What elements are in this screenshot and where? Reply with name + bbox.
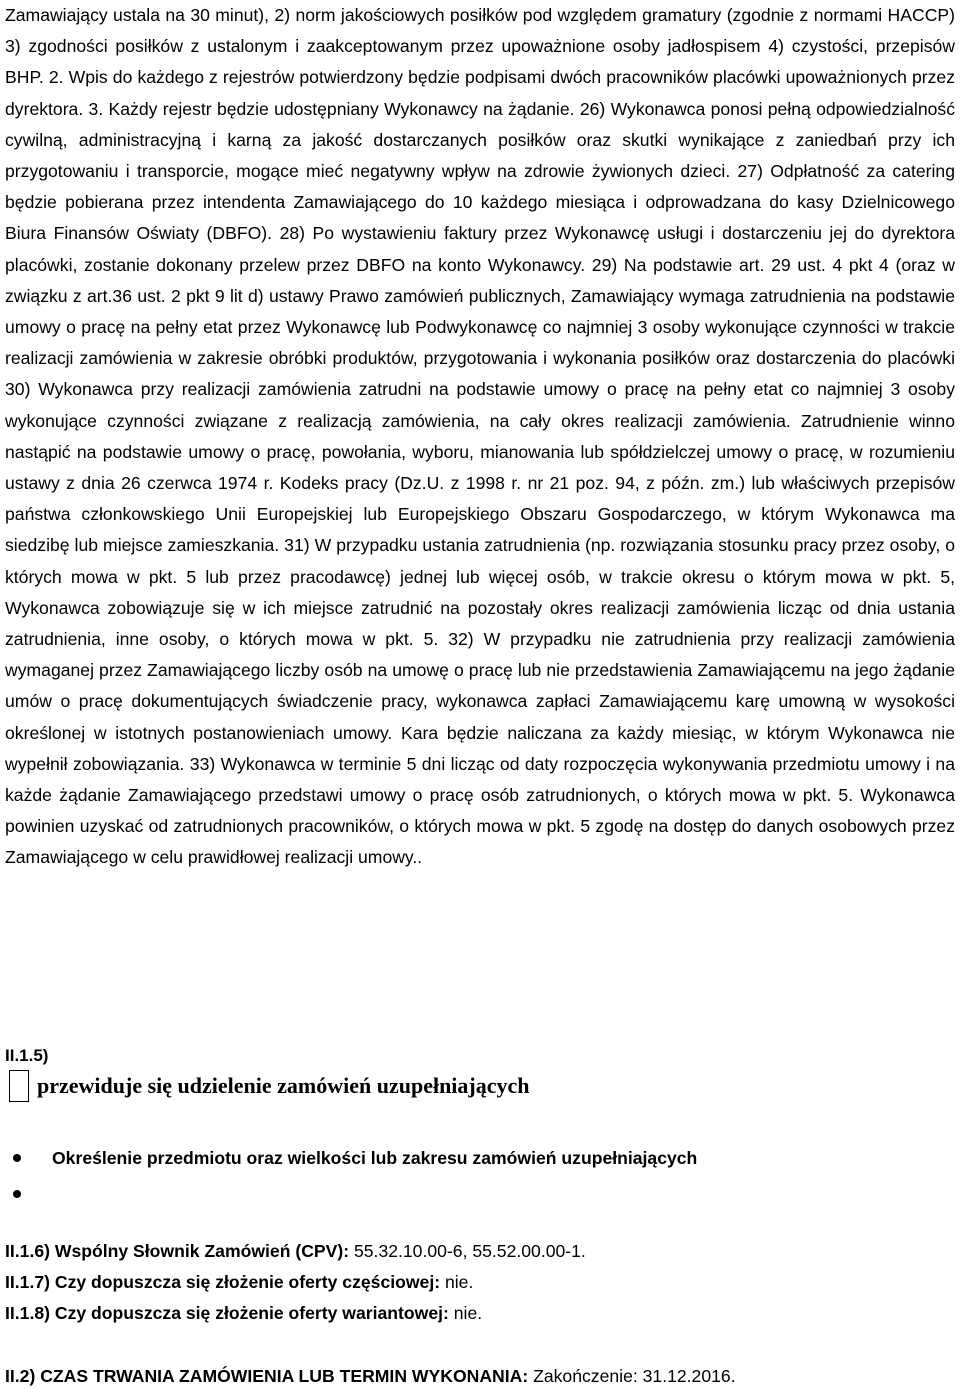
checkbox-label: przewiduje się udzielenie zamówień uzupełniających (37, 1073, 530, 1098)
duration-label: II.2) CZAS TRWANIA ZAMÓWIENIA LUB TERMIN WYKONANIA: (5, 1366, 529, 1386)
variant-offer-line (5, 1301, 482, 1325)
partial-offer-line (5, 1270, 473, 1294)
bullet-icon (13, 1190, 21, 1198)
cpv-label: II.1.6) Wspólny Słownik Zamówień (CPV): (5, 1241, 350, 1261)
duration-line (5, 1364, 736, 1388)
variant-offer-value: nie. (448, 1303, 483, 1323)
cpv-line (5, 1239, 586, 1263)
bullet-icon (13, 1154, 21, 1162)
bullet-list (0, 1140, 697, 1212)
checkbox-row (9, 1070, 530, 1102)
partial-offer-label: II.1.7) Czy dopuszcza się złożenie oferty częściowej: (5, 1272, 441, 1292)
cpv-value: 55.32.10.00-6, 55.52.00.00-1. (349, 1241, 586, 1261)
partial-offer-value: nie. (440, 1272, 474, 1292)
section-code: II.1.5) (5, 1046, 49, 1065)
body-paragraph: Zamawiający ustala na 30 minut), 2) norm jakościowych posiłków pod względem gramatury (zgodnie z normami HACCP) 3) zgodności posiłków z ustalonym i zaakceptowanym przez upoważnione osoby jadłospisem 4) czystości, przepisów BHP. 2. Wpis do każdego z rejestrów potwierdzony będzie podpisami dwóch pracowników placówki upoważnionych przez dyrektora. 3. Każdy rejestr będzie udostępniany Wykonawcy na żądanie. 26) Wykonawca ponosi pełną odpowiedzialność cywilną, administracyjną i karną za jakość dostarczanych posiłków oraz skutki wynikające z zaniedbań przy ich przygotowaniu i transporcie, mogące mieć negatywny wpływ na zdrowie żywionych dzieci. 27) Odpłatność za catering będzie pobierana przez intendenta Zamawiającego do 10 każdego miesiąca i odprowadzana do kasy Dzielnicowego Biura Finansów Oświaty (DBFO). 28) Po wystawieniu faktury przez Wykonawcę usługi i dostarczeniu jej do dyrektora placówki, zostanie dokonany przelew przez DBFO na konto Wykonawcy. 29) Na podstawie art. 29 ust. 4 pkt 4 (oraz w związku z art.36 ust. 2 pkt 9 lit d) ustawy Prawo zamówień publicznych, Zamawiający wymaga zatrudnienia na podstawie umowy o pracę na pełny etat przez Wykonawcę lub Podwykonawcę co najmniej 3 osoby wykonujące czynności w trakcie realizacji zamówienia w zakresie obróbki produktów, przygotowania i wykonania posiłków oraz dostarczenia do placówki 30) Wykonawca przy realizacji zamówienia zatrudni na podstawie umowy o pracę na pełny etat co najmniej 3 osoby wykonujące czynności związane z realizacją zamówienia, na cały okres realizacji zamówienia. Zatrudnienie winno nastąpić na podstawie umowy o pracę, powołania, wyboru, mianowania lub spółdzielczej umowy o pracę, w rozumieniu ustawy z dnia 26 czerwca 1974 r. Kodeks pracy (Dz.U. z 1998 r. nr 21 poz. 94, z późn. zm.) lub właściwych przepisów państwa członkowskiego Unii Europejskiej lub Europejskiego Obszaru Gospodarczego, w którym Wykonawca ma siedzibę lub miejsce zamieszkania. 31) W przypadku ustania zatrudnienia (np. rozwiązania stosunku pracy przez osoby, o których mowa w pkt. 5 lub przez pracodawcę) jednej lub więcej osób, w trakcie okresu o którym mowa w pkt. 5, Wykonawca zobowiązuje się w ich miejsce zatrudnić na pozostały okres realizacji zamówienia licząc od dnia ustania zatrudnienia, inne osoby, o których mowa w pkt. 5. 32) W przypadku nie zatrudnienia przy realizacji zamówienia wymaganej przez Zamawiającego liczby osób na umowę o pracę lub nie przedstawienia Zamawiającemu na jego żądanie umów o pracę dokumentujących świadczenie pracy, wykonawca zapłaci Zamawiającemu karę umowną w wysokości określonej w istotnych postanowieniach umowy. Kara będzie naliczana za każdy miesiąc, w którym Wykonawca nie wypełnił zobowiązania. 33) Wykonawca w terminie 5 dni licząc od daty rozpoczęcia wykonywania przedmiotu umowy i na każde żądanie Zamawiającego przedstawi umowy o pracę osób zatrudnionych, o których mowa w pkt. 5. Wykonawca powinien uzyskać od zatrudnionych pracowników, o których mowa w pkt. 5 zgodę na dostęp do danych osobowych przez Zamawiającego w celu prawidłowej realizacji umowy.. (5, 5, 955, 868)
list-item (0, 1140, 697, 1176)
supplementary-orders-checkbox[interactable] (9, 1070, 29, 1102)
list-item (0, 1176, 697, 1212)
bullet-text: Określenie przedmiotu oraz wielkości lub zakresu zamówień uzupełniających (52, 1148, 698, 1168)
duration-value: Zakończenie: 31.12.2016. (528, 1366, 736, 1386)
variant-offer-label: II.1.8) Czy dopuszcza się złożenie oferty wariantowej: (5, 1303, 449, 1323)
